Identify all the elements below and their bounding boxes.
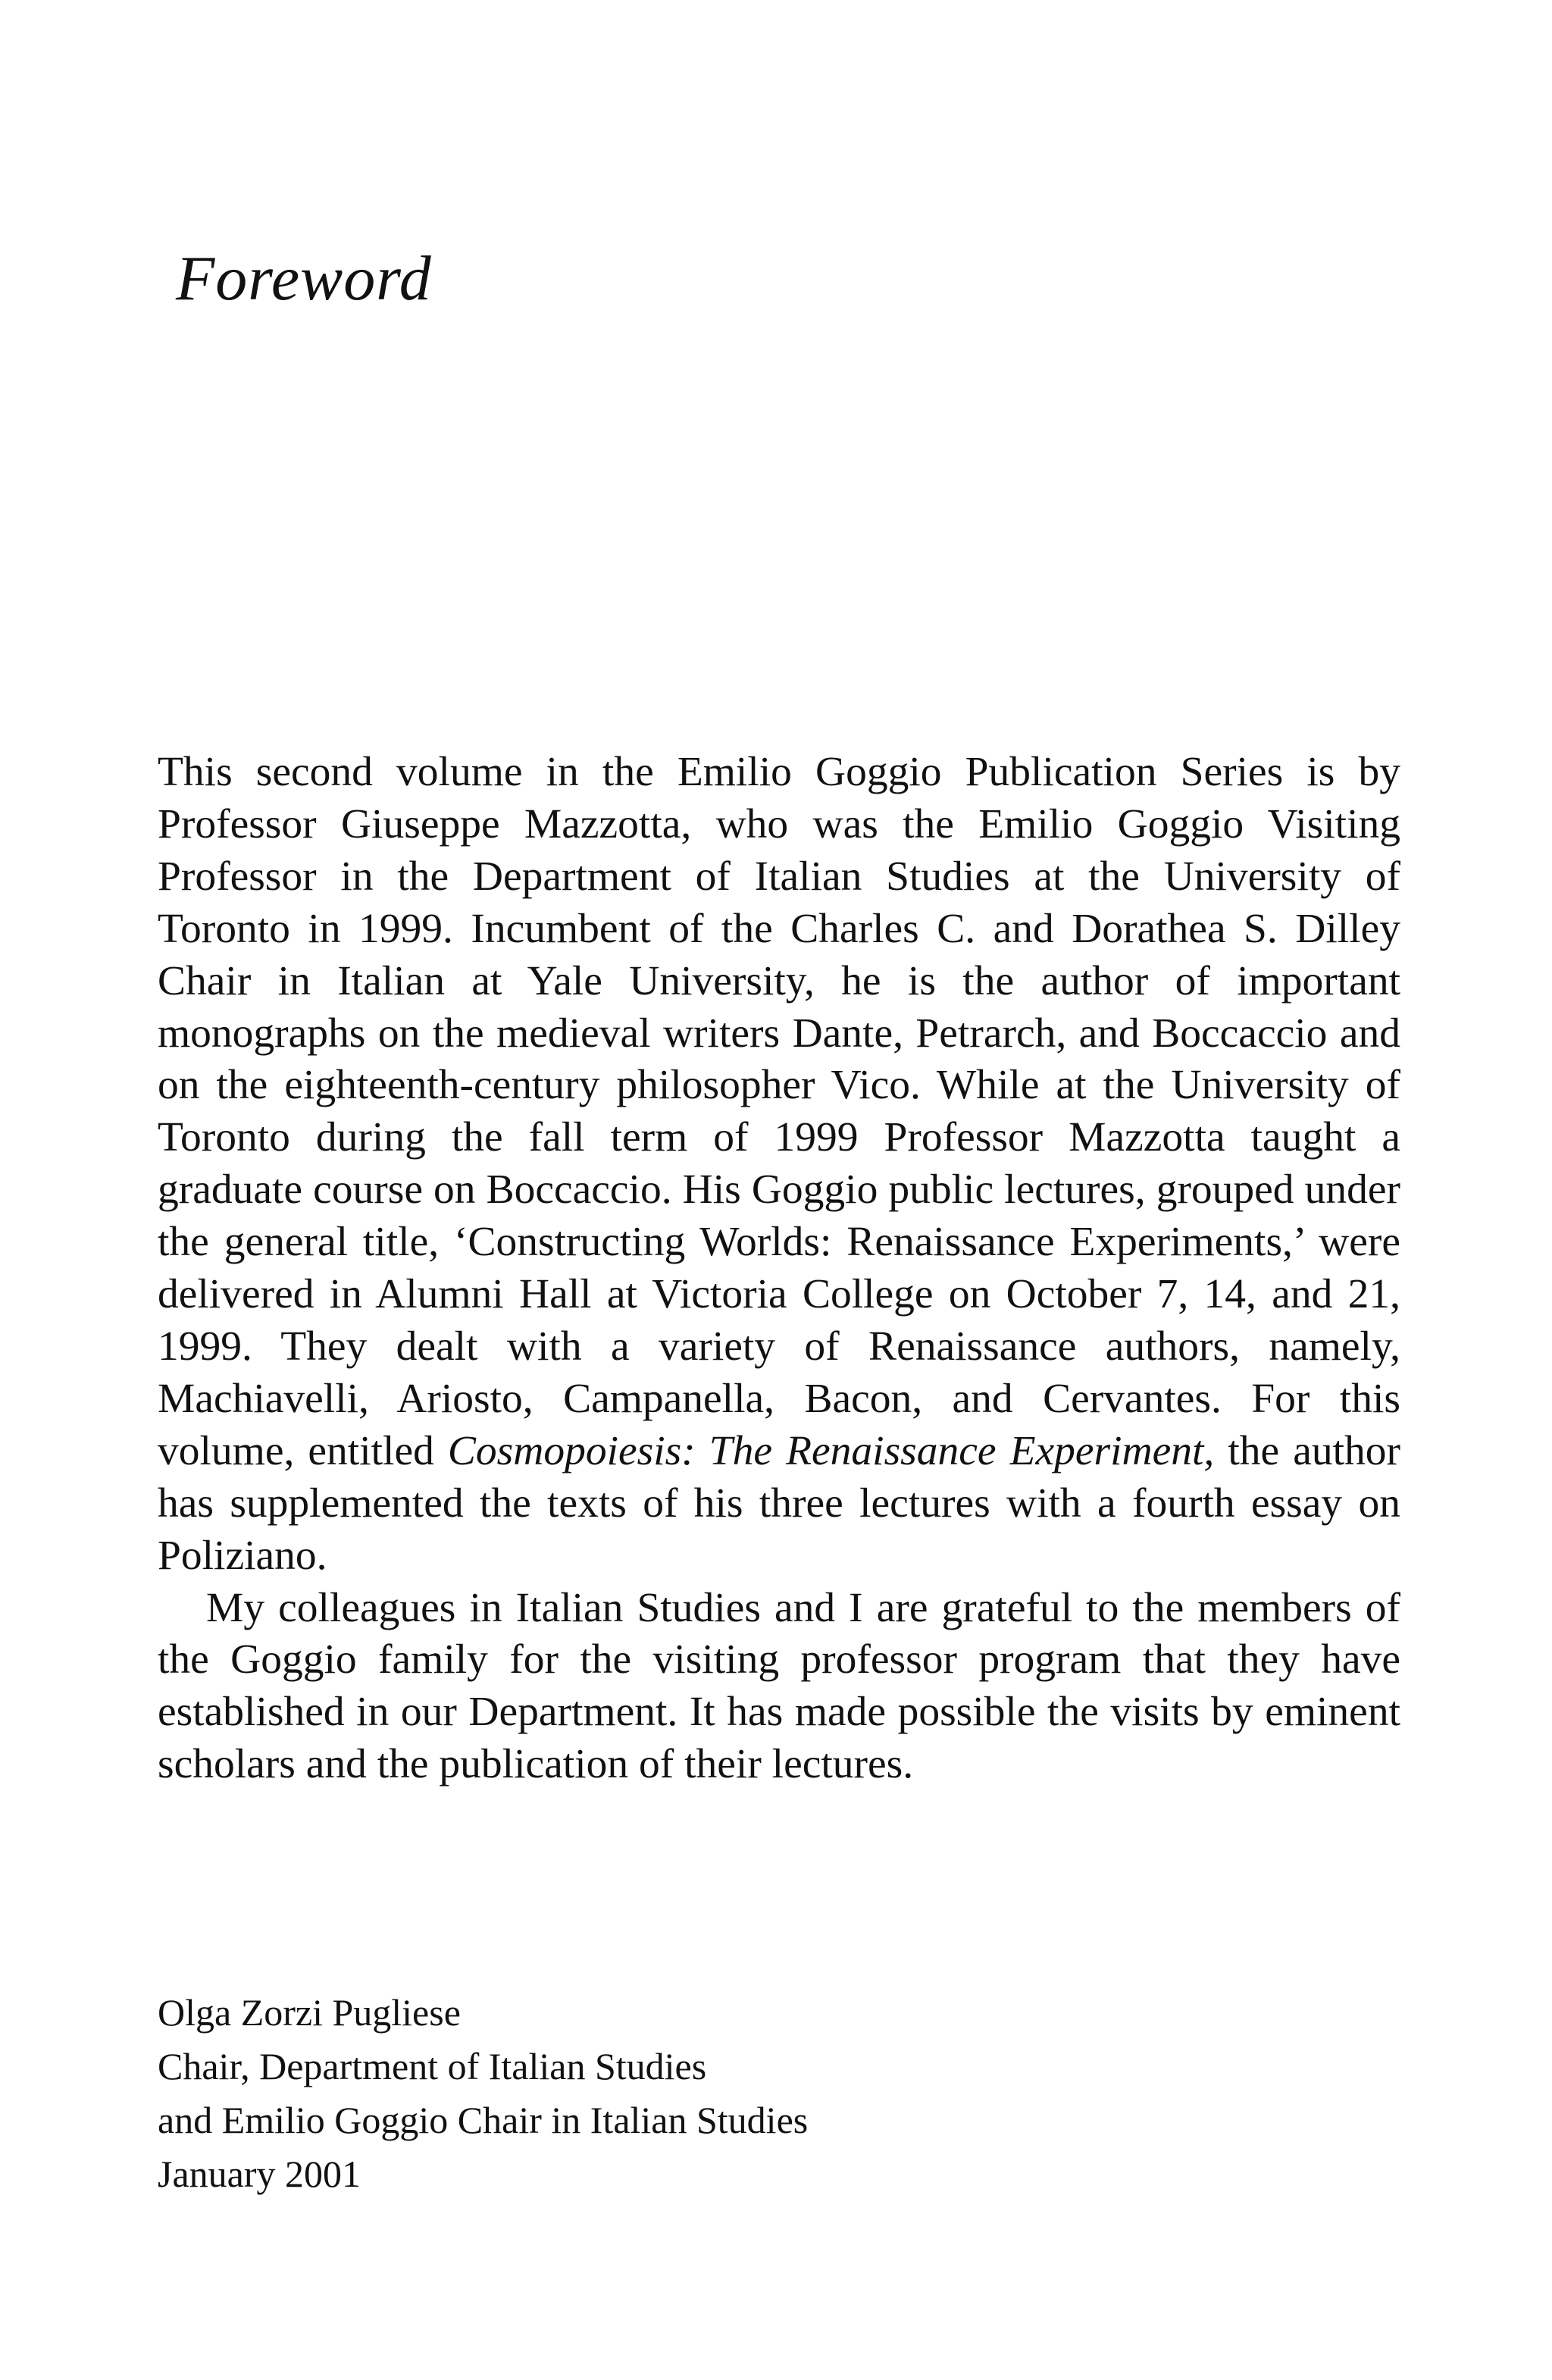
paragraph-2: My colleagues in Italian Studies and I are grateful to the members of the Goggio family for the visiting professor program that they have established in our Department. It has made possible the visits by eminent scholars and the publication of their lectures. — [158, 1584, 1400, 1788]
book-title: Cosmopoiesis: The Renaissance Experiment, — [447, 1427, 1215, 1474]
signature-position-2: and Emilio Goggio Chair in Italian Studies — [158, 2099, 809, 2141]
signature-position: Chair, Department of Italian Studies — [158, 2045, 707, 2087]
signature-block — [158, 1986, 808, 2201]
body-text — [158, 747, 1400, 1791]
signature-date: January 2001 — [158, 2153, 361, 2195]
page-title: Foreword — [176, 243, 432, 314]
paragraph-1 — [158, 747, 1400, 1583]
signature-name: Olga Zorzi Pugliese — [158, 1991, 461, 2034]
paragraph-1-text-before: This second volume in the Emilio Goggio Publication Series is by Professor Giuseppe Mazzotta, who was the Emilio Goggio Visiting Professor in the Department of Italian Studies at the University of Toronto in 1999. Incumbent of the Charles C. and Dorathea S. Dilley Chair in Italian at Yale University, he is the author of important monographs on the medieval writers Dante, Petrarch, and Boccaccio and on the eighteenth-century philosopher Vico. While at the University of Toronto during the fall term of 1999 Professor Mazzotta taught a graduate course on Boccaccio. His Goggio public lectures, grouped under the general title, ‘Constructing Worlds: Renaissance Experiments,’ were delivered in Alumni Hall at Victoria College on October 7, 14, and 21, 1999. They dealt with a variety of Renaissance authors, namely, Machiavelli, Ariosto, Campanella, Bacon, and Cervantes. For this volume, entitled — [158, 749, 1400, 1474]
paragraph-1-text-after: the author has supplemented the texts of his three lectures with a fourth essay on Poliziano. — [158, 1427, 1400, 1579]
